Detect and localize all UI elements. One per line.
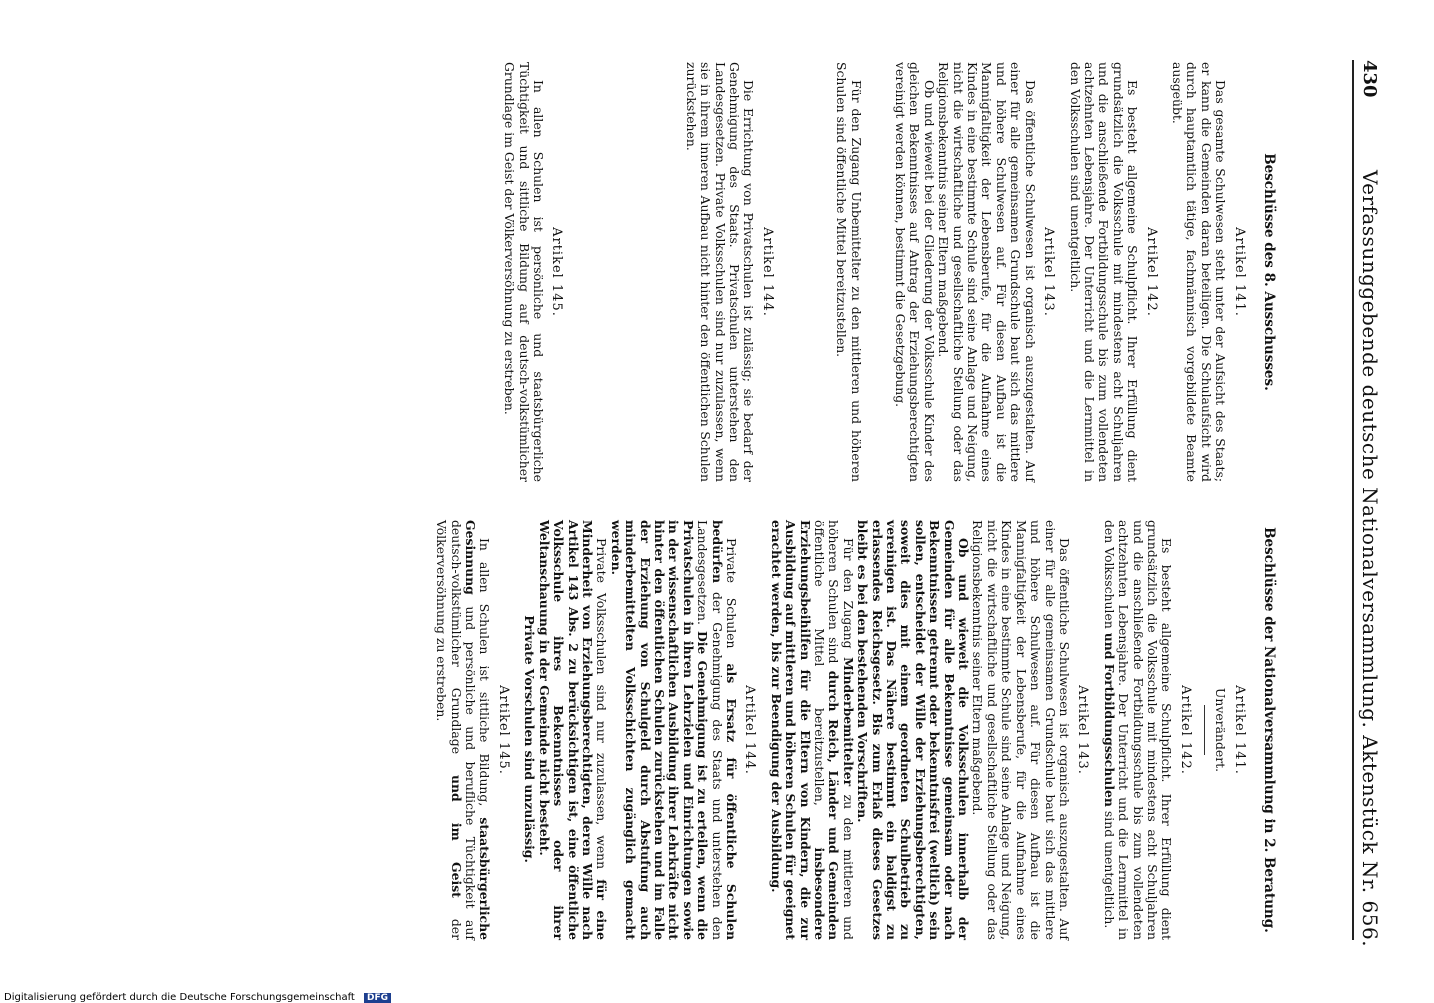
right-column bbox=[434, 520, 1346, 940]
right-art144-para2 bbox=[536, 520, 608, 940]
right-art143-text: Das öffentliche Schulwesen ist organisch auszugestalten. Auf einer für alle gemeinsamen Grundschule baut sich das mittlere und höhere Schulwesen auf. Für diesen Aufbau ist die Mannigfaltigkeit der Lebensberufe, für die Aufnahme eines Kindes in eine bestimmte Schule sind seine Anlage und Neigung, nicht die wirtschaftliche und gesellschaftliche Stellung oder das Religionsbekenntnis seiner Eltern maßgebend. bbox=[970, 520, 1072, 940]
right-art144-para3 bbox=[522, 520, 536, 940]
right-art144-bold-c: für eine Minderheit von Erziehungsberechtigten, deren Wille nach Artikel 143 Abs. 2 zu berücksichtigen ist, eine öffentliche Volksschule ihres Bekenntnisses oder ihrer Weltanschauung in der Gemeinde nicht besteht. bbox=[536, 520, 610, 940]
right-art143-title: Artikel 143. bbox=[1075, 685, 1091, 775]
left-art145-text: In allen Schulen ist persönliche und staatsbürgerliche Tüchtigkeit und sittliche Bildung auf deutsch-volkstümlicher Grundlage im Geist der Völkerversöhnung zu erstreben. bbox=[502, 62, 546, 482]
right-art143-bold2: Ob und wieweit die Volksschulen innerhalb der Gemeinden für alle Bekenntnisse gemeinsam oder nach Bekenntnissen getrennt oder bekenntnisfrei (weltlich) sein sollen, entscheidet der Wille der Erziehungsberechtigten, soweit dies mit einem geordneten Schulbetrieb zu vereinigen ist. Das Nähere bestimmt ein baldigst zu erlassendes Reichsgesetz. Bis zum Erlaß dieses Gesetzes bleibt es bei den bestehenden Vorschriften. bbox=[855, 520, 972, 940]
right-art142-title: Artikel 142. bbox=[1177, 685, 1193, 775]
credit-text: Digitalisierung gefördert durch die Deutsche Forschungsgemeinschaft bbox=[4, 992, 355, 1003]
right-art145-title: Artikel 145. bbox=[495, 685, 511, 775]
left-art143-text: Das öffentliche Schulwesen ist organisch auszugestalten. Auf einer für alle gemeinsamen Grundschule baut sich das mittlere und höhere Schulwesen auf. Für diesen Aufbau ist die Mannigfaltigkeit der Lebensberufe, für die Aufnahme eines Kindes in eine bestimmte Schule sind seine Anlage und Neigung, nicht die wirtschaftliche und gesellschaftliche Stellung oder das Religionsbekenntnis seiner Eltern maßgebend. bbox=[936, 62, 1038, 482]
right-art141-title: Artikel 141. bbox=[1231, 685, 1247, 775]
dfg-logo-icon: DFG bbox=[364, 993, 391, 1003]
right-art144-bold-b: Die Genehmigung ist zu erteilen, wenn die Privatschulen in ihren Lehrzielen und Einrichtungen sowie in der wissenschaftlichen Ausbildung ihrer Lehrkräfte nicht hinter den öffentlichen Schulen zurückstehen und im Falle der Erziehung von Schulgeld durch Abstufung auch minderbemittelten Volksschichten zugänglich gemacht werden. bbox=[608, 520, 711, 940]
header-rule bbox=[1352, 60, 1354, 940]
right-art144-para1 bbox=[608, 520, 738, 940]
right-art145-text-c: der Völkerversöhnung zu erstreben. bbox=[434, 520, 464, 940]
left-art142-text: Es besteht allgemeine Schulpflicht. Ihrer Erfüllung dient grundsätzlich die Volksschule mit mindestens acht Schuljahren und die anschließende Fortbildungsschule bis zum vollendeten achtzehnten Lebensjahre. Der Unterricht und die Lernmittel in den Volksschulen sind unentgeltlich. bbox=[1067, 62, 1141, 482]
left-art143-text2: Ob und wieweit bei der Gliederung der Volksschule Kinder des gleichen Bekenntnisses auf Antrag der Erziehungsberechtigten vereinigt werden können, bestimmt die Gesetzgebung. bbox=[893, 62, 937, 482]
right-column-heading: Beschlüsse der Nationalversammlung in 2. Beratung. bbox=[1261, 527, 1277, 933]
right-art145-text-a: In allen Schulen ist sittliche Bildung, bbox=[477, 538, 493, 807]
left-art144-title: Artikel 144. bbox=[759, 227, 775, 317]
right-art143-text3b: zu den mittleren und höheren Schulen sind bbox=[826, 520, 856, 940]
right-art144-text-b: der Genehmigung des Staats und unterstehen den Landesgesetzen. bbox=[695, 520, 725, 940]
right-art145-text bbox=[434, 520, 492, 940]
right-art143-text3c: öffentliche Mittel bereitzustellen, bbox=[812, 520, 828, 806]
left-art143-text3: Für den Zugang Unbemittelter zu den mittleren und höheren Schulen sind öffentliche Mittel bereitzustellen. bbox=[834, 62, 864, 482]
right-art142-end: sind unentgeltlich. bbox=[1101, 810, 1117, 929]
right-art144-bold-d: Private Vorschulen sind unzulässig. bbox=[522, 615, 538, 863]
right-art143-para2 bbox=[855, 520, 970, 940]
left-column-heading: Beschlüsse des 8. Ausschusses. bbox=[1261, 153, 1277, 391]
left-art145-title: Artikel 145. bbox=[549, 227, 565, 317]
left-column bbox=[502, 62, 1346, 482]
right-art143-text3a: Für den Zugang bbox=[840, 538, 856, 649]
running-head: Verfassunggebende deutsche Nationalversammlung. Aktenstück Nr. 656. bbox=[1358, 170, 1382, 948]
left-art143-title: Artikel 143. bbox=[1041, 227, 1057, 317]
right-art143-para3 bbox=[768, 520, 854, 940]
right-art145-bold-b: und im Geist bbox=[448, 774, 464, 898]
right-art144-title: Artikel 144. bbox=[742, 685, 758, 775]
right-art145-text-b: und persönliche und berufliche Tüchtigkeit auf deutsch-volkstümlicher Grundlage bbox=[448, 520, 479, 940]
separator-rule bbox=[1204, 705, 1205, 755]
right-art143-bold3c: insbesondere Erziehungsbeihilfen für die Eltern von Kindern, die zur Ausbildung auf mittleren und höheren Schulen für geeignet erachtet werden, bis zur Beendigung der Ausbildung. bbox=[768, 520, 828, 940]
right-art142-text bbox=[1101, 520, 1173, 940]
right-art144-bold-a: als Ersatz für öffentliche Schulen bedürfen bbox=[709, 520, 739, 940]
right-art141-text: Unverändert. bbox=[1213, 687, 1229, 773]
left-art142-title: Artikel 142. bbox=[1143, 227, 1159, 317]
right-art145-bold-a: staatsbürgerliche Gesinnung bbox=[463, 520, 493, 940]
right-art142-bold: und Fortbildungsschulen bbox=[1101, 632, 1117, 807]
page-number: 430 bbox=[1359, 60, 1380, 98]
right-art143-bold3b: durch Reich, Länder und Gemeinden bbox=[826, 670, 842, 940]
right-art144-text-a: Private Schulen bbox=[724, 538, 739, 649]
left-art144-text: Die Errichtung von Privatschulen ist zulässig; sie bedarf der Genehmigung des Staats. Privatschulen unterstehen den Landesgesetzen. Private Volksschulen sind nur zuzulassen, wenn sie in ihrem inneren Aufbau nicht hinter den öffentlichen Schulen zurückstehen. bbox=[683, 62, 757, 482]
right-art143-bold3: Minderbemittelter bbox=[840, 657, 856, 787]
left-art141-title: Artikel 141. bbox=[1231, 227, 1247, 317]
left-art141-text: Das gesamte Schulwesen steht unter der Aufsicht des Staats; er kann die Gemeinden daran beteiligen. Die Schulaufsicht wird durch hauptamtlich tätige, fachmännisch vorgebildete Beamte ausgeübt. bbox=[1169, 62, 1229, 482]
right-art144-text-c: Private Volksschulen sind nur zuzulassen, wenn bbox=[594, 538, 610, 870]
right-art142-plain: Es besteht allgemeine Schulpflicht. Ihrer Erfüllung dient grundsätzlich die Volksschule mit mindestens acht Schuljahren und die anschließende Fortbildungsschule bis zum vollendeten achtzehnten Lebensjahre. Der Unterricht und die Lernmittel in den Volksschulen bbox=[1101, 520, 1175, 940]
digitization-credit bbox=[4, 992, 391, 1003]
